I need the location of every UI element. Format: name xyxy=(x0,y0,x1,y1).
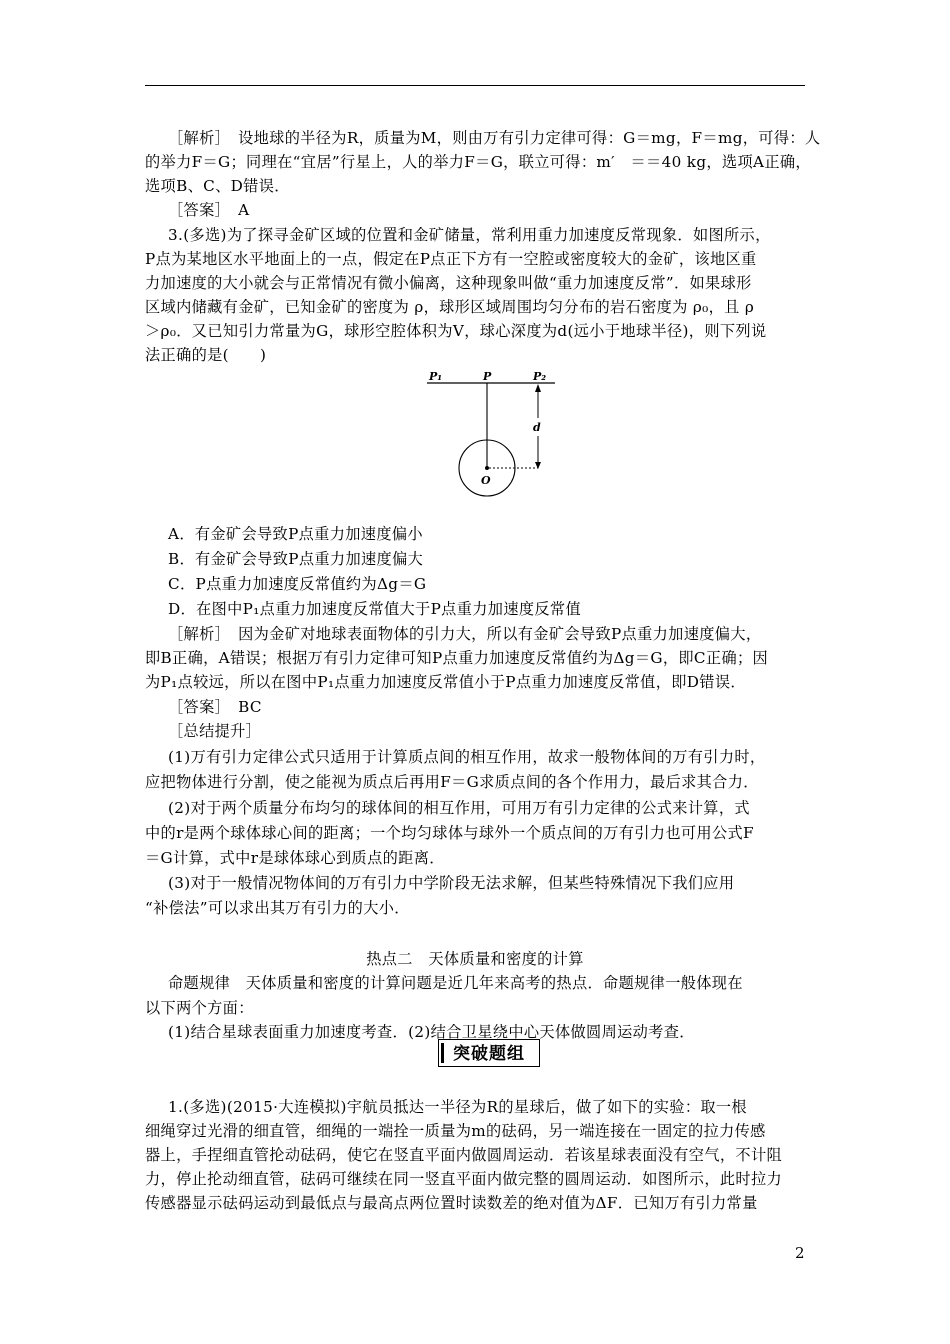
option-a: A．有金矿会导致P点重力加速度偏小 xyxy=(168,525,423,543)
text-line: 力，停止抡动细直管，砝码可继续在同一竖直平面内做完整的圆周运动．如图所示，此时拉力 xyxy=(145,1170,783,1188)
option-d: D．在图中P₁点重力加速度反常值大于P点重力加速度反常值 xyxy=(168,600,582,618)
text-line: ＞ρ₀．又已知引力常量为G，球形空腔体积为V，球心深度为d(远小于地球半径)，则下列说 xyxy=(145,322,767,340)
page-number: 2 xyxy=(795,1244,805,1262)
text-line: 中的r是两个球体球心间的距离；一个均匀球体与球外一个质点间的万有引力也可用公式F xyxy=(145,824,754,842)
gravity-anomaly-diagram xyxy=(415,370,575,505)
section-badge: 突破题组 xyxy=(438,1039,540,1067)
text-line: 法正确的是( ) xyxy=(145,346,267,364)
text-line: ［解析］ 设地球的半径为R，质量为M，则由万有引力定律可得：G＝mg，F＝mg，可得：人 xyxy=(168,129,821,147)
text-line: 力加速度的大小就会与正常情况有微小偏离，这种现象叫做“重力加速度反常”．如果球形 xyxy=(145,274,752,292)
option-b: B．有金矿会导致P点重力加速度偏大 xyxy=(168,550,424,568)
question-line: 3.(多选)为了探寻金矿区域的位置和金矿储量，常利用重力加速度反常现象．如图所示， xyxy=(168,226,771,244)
text-line: 选项B、C、D错误． xyxy=(145,177,290,195)
section-title: 热点二 天体质量和密度的计算 xyxy=(366,950,584,968)
header-rule xyxy=(145,85,805,86)
text-line: 区域内储藏有金矿，已知金矿的密度为 ρ，球形区域周围均匀分布的岩石密度为 ρ₀，且 ρ xyxy=(145,298,755,316)
label-p: P xyxy=(483,370,492,383)
text-line: (3)对于一般情况物体间的万有引力中学阶段无法求解，但某些特殊情况下我们应用 xyxy=(168,874,735,892)
text-line: 即B正确，A错误；根据万有引力定律可知P点重力加速度反常值约为Δg＝G，即C正确；因 xyxy=(145,649,769,667)
text-line: ＝G计算，式中r是球体球心到质点的距离． xyxy=(145,849,445,867)
text-line: 命题规律 天体质量和密度的计算问题是近几年来高考的热点．命题规律一般体现在 xyxy=(168,974,743,992)
text-line: (1)结合星球表面重力加速度考查．(2)结合卫星绕中心天体做圆周运动考查． xyxy=(168,1023,695,1041)
option-c: C．P点重力加速度反常值约为Δg＝G xyxy=(168,575,427,593)
text-line: 的举力F＝G；同理在“宜居”行星上，人的举力F＝G，联立可得：m′ ＝＝40 kg，选项A正确， xyxy=(145,153,811,171)
text-line: 为P₁点较远，所以在图中P₁点重力加速度反常值小于P点重力加速度反常值，即D错误． xyxy=(145,673,746,691)
label-d: d xyxy=(533,421,541,434)
text-line: ［解析］ 因为金矿对地球表面物体的引力大，所以有金矿会导致P点重力加速度偏大， xyxy=(168,625,762,643)
answer-line: ［答案］ A xyxy=(168,201,250,219)
question-line: 1.(多选)(2015·大连模拟)宇航员抵达一半径为R的星球后，做了如下的实验：取一根 xyxy=(168,1098,747,1116)
text-line: 传感器显示砝码运动到最低点与最高点两位置时读数差的绝对值为ΔF．已知万有引力常量 xyxy=(145,1194,758,1212)
text-line: (1)万有引力定律公式只适用于计算质点间的相互作用，故求一般物体间的万有引力时， xyxy=(168,748,766,766)
text-line: “补偿法”可以求出其万有引力的大小． xyxy=(145,899,410,917)
summary-heading: ［总结提升］ xyxy=(168,722,262,740)
text-line: (2)对于两个质量分布均匀的球体间的相互作用，可用万有引力定律的公式来计算，式 xyxy=(168,799,750,817)
label-p2: P₂ xyxy=(533,370,547,383)
text-line: 以下两个方面： xyxy=(145,999,254,1017)
text-line: 细绳穿过光滑的细直管，细绳的一端拴一质量为m的砝码，另一端连接在一固定的拉力传感 xyxy=(145,1122,766,1140)
answer-line: ［答案］ BC xyxy=(168,698,262,716)
label-p1: P₁ xyxy=(429,370,443,383)
text-line: P点为某地区水平地面上的一点，假定在P点正下方有一空腔或密度较大的金矿，该地区重 xyxy=(145,250,757,268)
text-line: 器上，手捏细直管抡动砝码，使它在竖直平面内做圆周运动．若该星球表面没有空气，不计阻 xyxy=(145,1146,783,1164)
text-line: 应把物体进行分割，使之能视为质点后再用F＝G求质点间的各个作用力，最后求其合力． xyxy=(145,773,759,791)
label-o: O xyxy=(481,474,491,487)
